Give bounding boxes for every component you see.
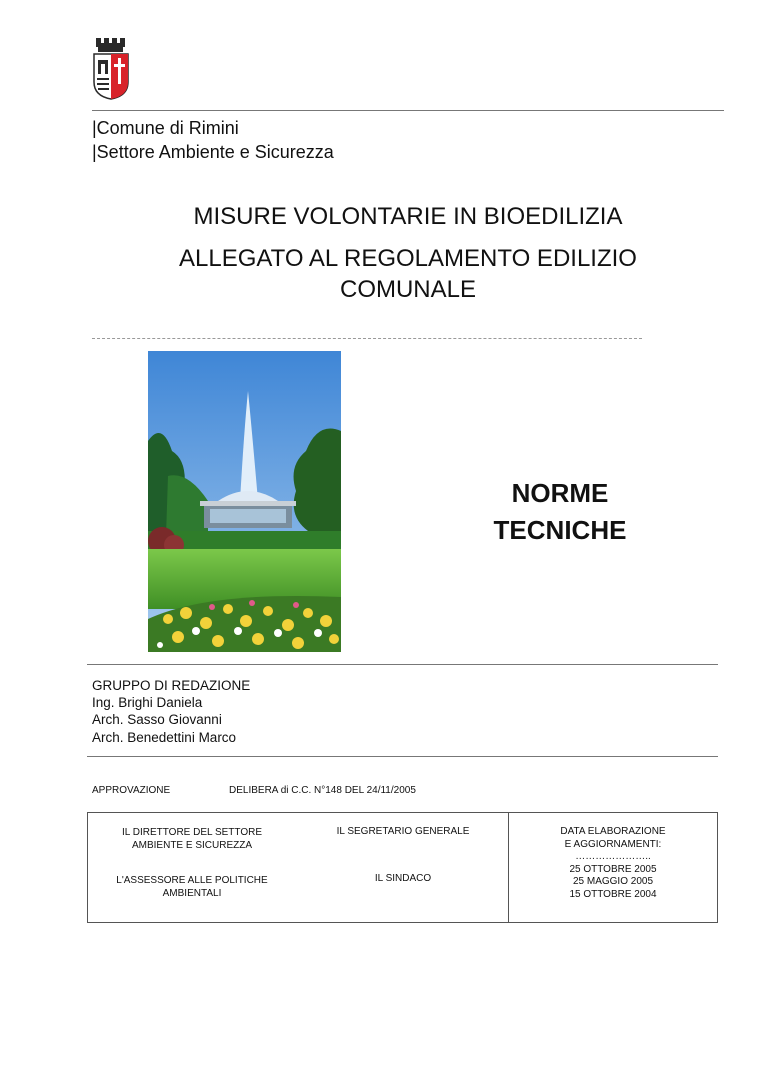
- editorial-member: Ing. Brighi Daniela: [92, 695, 203, 710]
- department-name: |Settore Ambiente e Sicurezza: [92, 142, 334, 162]
- date-entry: 25 MAGGIO 2005: [572, 876, 654, 887]
- section-rule-bottom: [87, 756, 718, 757]
- crest-tower: [96, 38, 125, 52]
- header-rule: [92, 110, 724, 111]
- document-title-line3: COMUNALE: [339, 276, 477, 303]
- assessor-label: L'ASSESSORE ALLE POLITICHE AMBIENTALI: [116, 875, 268, 899]
- cover-subtitle: NORME: [511, 478, 609, 508]
- dates-placeholder: …………………..: [575, 851, 651, 862]
- signature-table: [87, 812, 718, 923]
- approval-resolution: DELIBERA di C.C. N°148 DEL 24/11/2005: [229, 785, 416, 796]
- mayor-label: IL SINDACO: [374, 873, 432, 884]
- director-label: IL DIRETTORE DEL SETTORE AMBIENTE E SICUREZZA: [121, 827, 263, 851]
- dates-block: [509, 826, 717, 901]
- cover-subtitle-line2: TECNICHE: [493, 515, 627, 545]
- date-entry: 25 OTTOBRE 2005: [569, 863, 657, 875]
- document-title: MISURE VOLONTARIE IN BIOEDILIZIA: [193, 203, 623, 230]
- fountain-garden-photo: [148, 351, 341, 652]
- coat-of-arms-logo: [92, 38, 132, 100]
- section-rule-top: [87, 664, 718, 665]
- organization-name: |Comune di Rimini: [92, 118, 239, 138]
- dates-heading-line2: E AGGIORNAMENTI:: [564, 838, 662, 850]
- document-title-line2: ALLEGATO AL REGOLAMENTO EDILIZIO: [179, 245, 637, 272]
- title-divider: [92, 338, 642, 339]
- editorial-group-heading: GRUPPO DI REDAZIONE: [92, 678, 251, 693]
- secretary-label: IL SEGRETARIO GENERALE: [336, 826, 470, 837]
- editorial-member: Arch. Benedettini Marco: [92, 730, 237, 745]
- approval-label: APPROVAZIONE: [92, 785, 171, 796]
- dates-heading: DATA ELABORAZIONE: [560, 826, 666, 837]
- editorial-member: Arch. Sasso Giovanni: [92, 712, 222, 727]
- date-entry: 15 OTTOBRE 2004: [569, 888, 657, 900]
